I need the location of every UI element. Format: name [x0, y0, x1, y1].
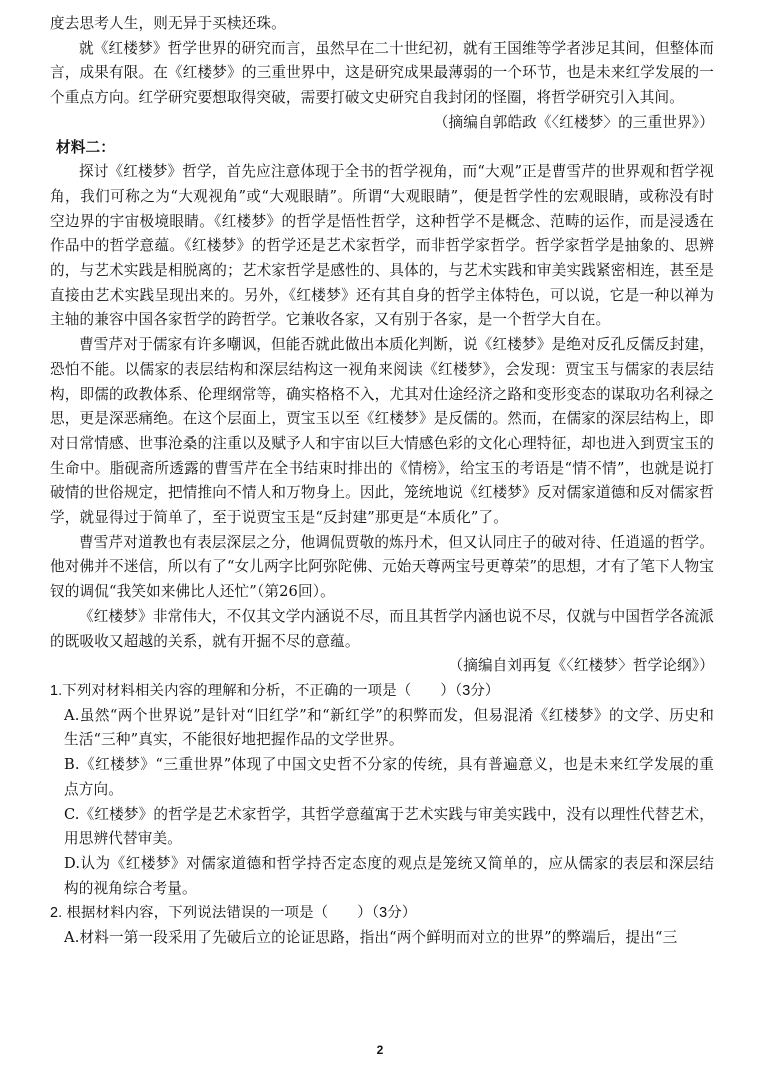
question-2-option-a: A.材料一第一段采用了先破后立的论证思路，指出“两个鲜明而对立的世界”的弊端后，提出“三: [64, 929, 678, 947]
question-1-stem: 1.下列对材料相关内容的理解和分析，不正确的一项是（ ）（3分）: [50, 682, 500, 699]
material1-source: （摘编自郭皓政《〈红楼梦〉的三重世界》）: [433, 113, 714, 131]
material2-paragraph-3: 曹雪芹对道教也有表层深层之分，他调侃贾敬的炼丹术，但又认同庄子的破对待、任逍遥的哲学。他对佛并不迷信，所以有了“女儿两字比阿弥陀佛、元始天尊两宝号更尊荣”的思想，才有了笔下人物宝钗的调侃“我笑如来佛比人还忙”（第26回）。: [50, 533, 714, 601]
material2-source: （摘编自刘再复《〈红楼梦〉哲学论纲》）: [448, 657, 714, 675]
question-1-option-a: A.虽然“两个世界说”是针对“旧红学”和“新红学”的积弊而发，但易混淆《红楼梦》的文学、历史和生活“三种”真实，不能很好地把握作品的文学世界。: [64, 706, 714, 749]
material2-paragraph-4: 《红楼梦》非常伟大，不仅其文学内涵说不尽，而且其哲学内涵也说不尽，仅就与中国哲学各流派的既吸收又超越的关系，就有开掘不尽的意蕴。: [50, 607, 714, 650]
material1-tail-paragraph: 度去思考人生，则无异于买椟还珠。: [50, 15, 286, 32]
page-number: 2: [376, 1043, 384, 1057]
question-1-option-c: C.《红楼梦》的哲学是艺术家哲学，其哲学意蕴寓于艺术实践与审美实践中，没有以理性代替艺术，用思辨代替审美。: [64, 805, 714, 848]
question-2-stem: 2. 根据材料内容，下列说法错误的一项是（ ）（3分）: [50, 905, 417, 922]
material1-research-paragraph: 就《红楼梦》哲学世界的研究而言，虽然早在二十世纪初，就有王国维等学者涉足其间，但整体而言，成果有限。在《红楼梦》的三重世界中，这是研究成果最薄弱的一个环节，也是未来红学发展的一个重点方向。红学研究要想取得突破，需要打破文史研究自我封闭的怪圈，将哲学研究引入其间。: [50, 39, 714, 107]
document-page: [50, 12, 714, 951]
material2-paragraph-1: 探讨《红楼梦》哲学，首先应注意体现于全书的哲学视角，而“大观”正是曹雪芹的世界观和哲学视角，我们可称之为“大观视角”或“大观眼睛”。所谓“大观眼睛”，便是哲学性的宏观眼睛，或称没有时空边界的宇宙极境眼睛。《红楼梦》的哲学是悟性哲学，这种哲学不是概念、范畴的运作，而是浸透在作品中的哲学意蕴。《红楼梦》的哲学还是艺术家哲学，而非哲学家哲学。哲学家哲学是抽象的、思辨的，与艺术实践是相脱离的；艺术家哲学是感性的、具体的，与艺术实践和审美实践紧密相连，甚至是直接由艺术实践呈现出来的。另外，《红楼梦》还有其自身的哲学主体特色，可以说，它是一种以禅为主轴的兼容中国各家哲学的跨哲学。它兼收各家，又有别于各家，是一个哲学大自在。: [50, 163, 714, 329]
material2-paragraph-2: 曹雪芹对于儒家有许多嘲讽，但能否就此做出本质化判断，说《红楼梦》是绝对反孔反儒反封建，恐怕不能。以儒家的表层结构和深层结构这一视角来阅读《红楼梦》，会发现：贾宝玉与儒家的表层结构，即儒的政教体系、伦理纲常等，确实格格不入，尤其对仕途经济之路和变形变态的谋取功名利禄之思，更是深恶痛绝。在这个层面上，贾宝玉以至《红楼梦》是反儒的。然而，在儒家的深层结构上，即对日常情感、世事沧桑的注重以及赋予人和宇宙以巨大情感色彩的文化心理特征，却也进入到贾宝玉的生命中。脂砚斋所透露的曹雪芹在全书结束时排出的《情榜》，给宝玉的考语是“情不情”，也就是说打破情的世俗规定，把情推向不情人和万物身上。因此，笼统地说《红楼梦》反对儒家道德和反对儒家哲学，就显得过于简单了，至于说贾宝玉是“反封建”那更是“本质化”了。: [50, 336, 714, 527]
material2-heading: 材料二：: [56, 138, 115, 156]
question-1-option-d: D.认为《红楼梦》对儒家道德和哲学持否定态度的观点是笼统又简单的，应从儒家的表层和深层结构的视角综合考量。: [64, 854, 714, 897]
question-1-option-b: B.《红楼梦》“三重世界”体现了中国文史哲不分家的传统，具有普遍意义，也是未来红学发展的重点方向。: [64, 756, 714, 798]
